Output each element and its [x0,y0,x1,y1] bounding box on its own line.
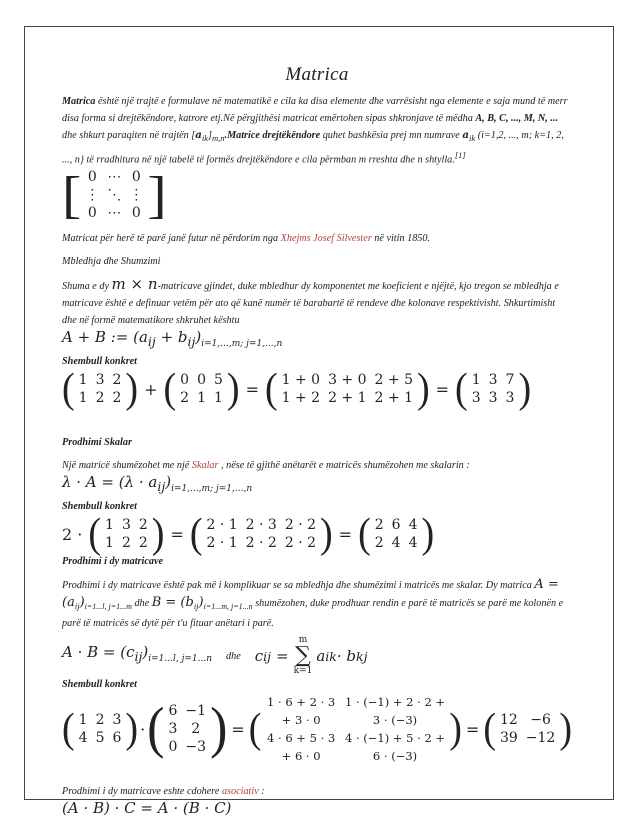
term-drejtkendore: .Matrice drejtëkëndore [224,130,321,141]
addition-heading: Mbledhja dhe Shumzimi [62,256,161,268]
paren: ) [421,511,435,558]
sum-upper: m [298,635,308,646]
formula-part: A = (a [62,577,559,611]
silvester-link[interactable]: Xhejms Josef Silvester [280,233,372,245]
matrix-cell: 2 · 2 [284,517,317,534]
matrix-cell: 1 [471,372,481,389]
matrix-cell: 3 + 0 [328,372,367,389]
formula-part: ) [195,328,202,347]
paren: ) [416,366,430,413]
matrix-cell: 2 · 3 [245,517,277,534]
matrix-cell: 3 [488,390,498,407]
matrix-result [468,371,519,407]
matrix-cell: 2 + 1 [328,390,367,407]
matrix-cell: 1 · 6 + 2 · 3 + 3 · 0 [267,695,336,728]
matrix-cell: 3 [112,712,122,729]
matrix-cell: 1 [78,390,88,407]
matrix-cell: 6 [168,703,178,720]
matrix-cell: 2 [138,517,148,534]
matrix-cell: 3 [488,372,498,389]
matrix-cell: 7 [505,372,515,389]
asociativ-link[interactable]: asociativ [221,786,259,798]
matrix-cell: 6 [112,730,122,747]
matrix-cell: 4 [78,730,88,747]
intro-mn-sub: m,n [212,133,225,144]
formula-index: i=1,...,m; j=1,...,n [171,484,253,495]
equals-operator: = [170,524,184,544]
matrix-cell: 5 [95,730,105,747]
history-text: Matricat për herë të parë janë futur në përdorim nga [62,233,281,245]
matrix-cell: 2 · 1 [206,535,238,552]
matrix-cell: 4 [408,517,418,534]
matrix-cell: 6 [391,517,401,534]
term-matrica: Matrica [62,96,96,107]
matrix-cell: 2 [191,721,201,738]
formula-index: i=1,...,m; j=1,...,n [201,339,283,350]
matrix-cell: 1 + 0 [281,372,321,389]
matrix-cell: 0 [131,205,141,222]
matrix-B [176,371,227,407]
matrix-scaled [203,516,321,552]
matrix-cell: 0 [131,169,141,186]
matrix-cell: 3 [471,390,481,407]
matrix-A [75,711,126,747]
assoc-text: Prodhimi i dy matricave eshte cdohere [62,786,222,798]
left-bracket: [ [62,165,82,225]
addition-formula [62,329,572,353]
matrix-cell: 4 · 6 + 5 · 3 + 6 · 0 [267,731,336,764]
matrix-cell: −1 [185,703,207,720]
history-text-2: në vitin 1850. [371,233,431,245]
product-formulas [62,636,572,676]
product-example-label: Shembull konkret [62,679,138,691]
paren: ( [88,511,102,558]
matrix-cell: 2 + 1 [374,390,413,407]
formula-part: a [316,646,326,665]
matrix-cell: 2 · 1 [206,517,238,534]
matrix-cell: 2 [374,535,384,552]
formula-sub: ij [157,479,166,495]
paren: ( [248,706,262,753]
matrix-cell: 1 [78,712,88,729]
equals-operator: = [245,379,259,399]
matrix-cell: ⋮ [85,187,100,204]
matrix-cell: 2 + 5 [374,372,413,389]
matrix-cell: 39 [499,730,518,747]
general-matrix [62,166,572,224]
matrix-cell: 1 · (−1) + 2 · 2 + 3 · (−3) [345,695,446,728]
matrix-cell: 2 · 2 [284,535,317,552]
matrix-result [496,711,559,747]
intro-text-4: quhet bashkësia prej mn numrave [320,130,463,141]
equals-operator: = [338,524,353,544]
addition-text-2: -matricave gjindet, duke mbledhur dy komponentet me koeficient e njëjtë, kjo tregon se mbledhja e matricave është e definuar vetëm për ato që kanë numër të barabartë të rendeve dhe kolonave respektivisht. Shkurtimisht dhe në formë matematikore shkruhet kështu [62,281,559,327]
matrix-sum [278,371,417,407]
history-paragraph [62,230,572,247]
intro-text: është një trajtë e formulave në matematikë e cila ka disa elemente dhe varrësisht nga elemente e saja mund të merr disa forma si drejtëkëndore, katrore etj.Në përgjithësi matricat emërtohen sipas shkronjave të mëdha [62,96,568,124]
matrix-cell: 2 · 2 [245,535,277,552]
paren: ) [320,511,333,558]
skalar-link[interactable]: Skalar [191,460,219,472]
plus-operator: + [144,379,158,399]
dhe-word: dhe [226,650,241,662]
assoc-paragraph [62,783,572,800]
matrix-cell: −12 [525,730,556,747]
matrix-result [371,516,422,552]
formula-sub: ij [134,649,143,665]
assoc-text-2: : [258,786,265,798]
formula-equals: = [276,646,289,665]
product-formula-ab: $A \cdot B = (c_{ij})_{i=1...l, j=1...n}$ [62,643,213,665]
intro-symbol-a: a [195,129,202,141]
formula-sub: ij [187,334,196,350]
matrix-A [75,371,126,407]
product-example [62,693,572,765]
general-matrix-table [81,168,147,222]
mxn-formula: m × n [111,275,158,294]
formula-part: B = (b [151,595,194,611]
matrix-cell: ⋯ [107,169,122,186]
formula-part: c [254,646,264,665]
product-text: Prodhimi i dy matricave është pak më i komplikuar se sa mbledhja dhe shumëzimi i matricës me skalar. Dy matrica [62,580,535,592]
right-bracket: ] [147,165,167,225]
matrix-cell: 4 [391,535,401,552]
scalar-text-2: , nëse të gjithë anëtarët e matricës shumëzohen me skalarin : [218,460,470,472]
matrix-A [101,516,152,552]
paren: ) [449,706,462,753]
formula-part: A · B = (c [62,643,135,662]
matrix-cell: 2 [95,712,105,729]
sum-symbol [294,636,313,676]
formula-part: + b [155,328,188,347]
formula-sub: ij [74,601,80,612]
paren: ) [151,511,165,558]
intro-paragraph [62,93,572,168]
paren: ( [147,697,165,761]
matrix-cell: 4 · (−1) + 5 · 2 + 6 · (−3) [345,731,446,764]
paren: ( [62,706,75,753]
paren: ) [125,706,139,753]
document-body [62,66,572,817]
sum-sign: ∑ [295,643,311,669]
scalar-factor: 2 · [62,524,83,544]
dot-operator: · [140,719,146,739]
matrix-cell: ⋯ [107,205,122,222]
equals-operator: = [435,379,450,399]
matrix-B [165,702,211,756]
matrix-cell: ⋱ [107,187,122,204]
matrix-cell: 3 [95,372,105,389]
formula-index: i=1...m, j=1...n [203,602,253,612]
paren: ( [163,366,177,413]
paren: ) [559,706,572,753]
matrix-cell: 2 [112,372,122,389]
matrix-cell: 5 [213,372,223,389]
scalar-heading: Prodhimi Skalar [62,437,132,449]
formula-part: A + B := (a [62,328,148,347]
matrix-cell: 1 [213,390,223,407]
paren: ) [210,697,228,761]
scalar-example [62,511,572,558]
addition-example [62,366,572,413]
matrix-cell: 0 [87,169,97,186]
intro-letters: A, B, C, ..., M, N, ... [475,113,559,124]
paren: ( [483,706,496,753]
addition-example-label: Shembull konkret [62,356,138,368]
paren: ( [358,511,371,558]
formula-sub: ij [263,648,272,664]
formula-sub: kj [356,648,368,664]
matrix-product-expansion [261,693,449,765]
matrix-cell: 1 + 2 [281,390,321,407]
formula-index: i=1...l, j=1...n [148,654,213,665]
intro-aik: a [462,129,469,141]
matrix-cell: −6 [530,712,551,729]
product-formula-cij [255,636,368,676]
formula-part: ) [165,473,172,492]
paren: ) [125,366,139,413]
addition-paragraph [62,276,572,329]
matrix-cell: 2 [95,390,105,407]
formula-part: ) [198,595,204,611]
intro-symbol-sub: ik [201,133,209,144]
matrix-cell: ⋮ [129,187,144,204]
matrix-cell: 12 [499,712,518,729]
matrix-cell: 1 [78,372,88,389]
matrix-cell: 1 [105,535,114,552]
product-text-3: shumëzohen, duke prodhuar rendin e parë të matricës se parë me kolonën e parë të matricës së dytë për t'u fituar anëtari i parë. [62,598,564,630]
formula-sub: ij [193,601,199,612]
matrix-cell: −3 [185,739,207,756]
reference-1[interactable]: [1] [454,150,466,161]
product-heading: Prodhimi i dy matricave [62,556,164,568]
matrix-cell: 2 [374,517,384,534]
paren: ) [518,366,532,413]
matrix-cell: 0 [87,205,97,222]
equals-operator: = [465,719,480,739]
matrix-cell: 3 [505,390,515,407]
matrix-cell: 3 [121,517,131,534]
intro-text-3: ] [208,130,212,141]
formula-sub: ij [147,334,156,350]
matrix-cell: 1 [105,517,114,534]
matrix-cell: 2 [112,390,122,407]
formula-part: ) [79,595,85,611]
sum-lower: k=1 [293,666,313,677]
product-paragraph [62,576,572,632]
matrix-cell: 2 [138,535,148,552]
scalar-paragraph [62,457,572,474]
formula-sub: ik [325,648,337,664]
product-text-2: dhe [131,598,152,610]
scalar-formula [62,474,572,498]
equals-operator: = [231,719,245,739]
scalar-example-label: Shembull konkret [62,501,138,513]
matrix-cell: 2 [180,390,190,407]
formula-index: i=1...l, j=1...m [84,602,132,612]
page-title: Matrica [285,64,349,85]
assoc-formula: (A · B) · C = A · (B · C) [62,799,232,818]
matrix-cell: 4 [408,535,418,552]
matrix-cell: 1 [197,390,206,407]
paren: ( [189,511,203,558]
paren: ( [62,366,75,413]
addition-text: Shuma e dy [62,281,112,293]
paren: ) [226,366,240,413]
intro-text-2: dhe shkurt paraqiten në trajtën [ [62,130,196,141]
intro-aik-sub: ik [469,133,476,144]
formula-part: λ · A = (λ · a [62,473,158,492]
matrix-cell: 0 [180,372,190,389]
formula-part: · b [336,646,357,665]
intro-text-5: (i=1,2, ..., m; k=1, 2, ..., n} të rradhitura në një tabelë të formës drejtëkëndore e cila përmban m rreshta dhe n shtylla. [62,130,564,166]
paren: ( [264,366,278,413]
matrix-cell: 3 [168,721,178,738]
matrix-cell: 0 [197,372,206,389]
scalar-text: Një matricë shumëzohet me një [62,460,192,472]
matrix-cell: 0 [168,739,178,756]
matrix-cell: 2 [121,535,131,552]
paren: ( [455,366,468,413]
